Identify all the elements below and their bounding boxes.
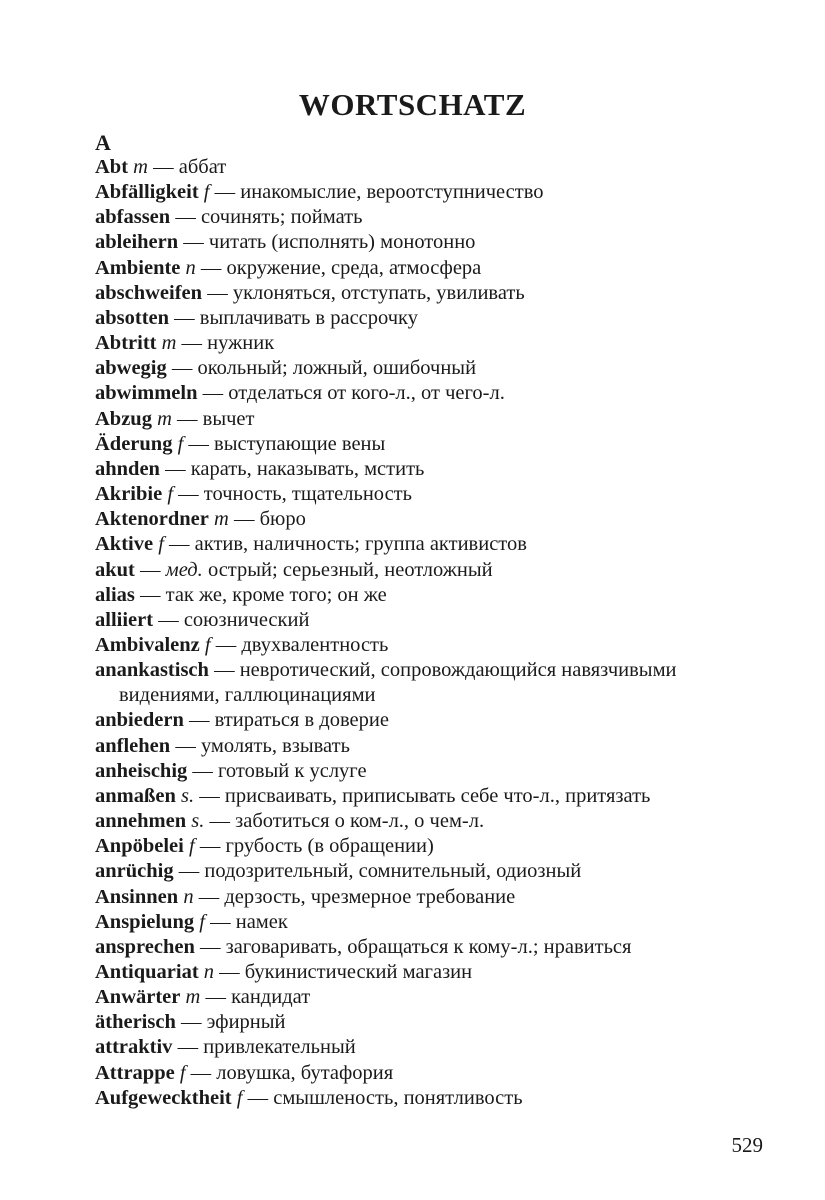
entry-separator: — [200, 986, 232, 1009]
entry-separator: — [204, 910, 236, 933]
entry-separator: — [172, 1036, 204, 1059]
entry-definition: ловушка, бутафория [216, 1061, 394, 1084]
entry-definition: невротический, сопровождающийся навязчивыми видениями, галлюцинациями [119, 659, 677, 707]
entry-grammar-mark: f [177, 432, 184, 455]
entry-separator: — [176, 332, 208, 355]
entry-definition: намек [235, 910, 288, 933]
entry-grammar-mark: n [183, 885, 194, 908]
glossary-entry [95, 205, 775, 230]
glossary-entry [95, 256, 775, 281]
entry-grammar-mark: m [185, 986, 201, 1009]
glossary-entry [95, 381, 775, 406]
section-letter: A [95, 130, 111, 155]
glossary-entry [95, 910, 775, 935]
entry-grammar-mark: m [161, 332, 177, 355]
glossary-entry [95, 834, 775, 859]
entry-headword: alliiert [95, 608, 154, 631]
entry-separator: — [153, 608, 184, 631]
entry-definition: двухвалентность [241, 633, 389, 656]
entry-definition: так же, кроме того; он же [165, 583, 387, 606]
entry-definition: сочинять; поймать [200, 206, 363, 229]
entry-definition: смышленость, понятливость [273, 1086, 523, 1109]
entry-headword: absotten [95, 306, 170, 329]
entry-definition: острый; серьезный, неотложный [207, 558, 493, 581]
entry-headword: anmaßen [95, 784, 176, 807]
entry-definition: заговаривать, обращаться к кому-л.; нравиться [225, 935, 632, 958]
entry-definition: эфирный [206, 1011, 286, 1034]
glossary-entry [95, 407, 775, 432]
entry-definition: уклоняться, отступать, увиливать [232, 281, 525, 304]
entry-separator: — [159, 457, 191, 480]
entry-headword: alias [95, 583, 135, 606]
entry-headword: Abfälligkeit [95, 181, 199, 204]
entry-separator: — [173, 483, 204, 506]
glossary-entry [95, 734, 775, 759]
glossary-entry [95, 809, 775, 834]
entry-headword: abschweifen [95, 281, 203, 304]
entry-separator: — [204, 810, 236, 833]
glossary-entry [95, 1061, 775, 1086]
entry-headword: ansprechen [95, 935, 195, 958]
entry-headword: anrüchig [95, 860, 174, 883]
entry-separator: — [242, 1086, 274, 1109]
entry-separator: — [169, 306, 200, 329]
entry-headword: Äderung [95, 432, 173, 455]
entry-separator: — [193, 885, 225, 908]
entry-headword: Aktive [95, 533, 154, 556]
entry-grammar-mark: n [185, 256, 196, 279]
glossary-entry [95, 230, 775, 255]
entry-separator: — [166, 357, 198, 380]
glossary-entry [95, 356, 775, 381]
entry-headword: Akribie [95, 483, 163, 506]
entry-headword: abwimmeln [95, 382, 198, 405]
entry-headword: Ambiente [95, 256, 181, 279]
entry-grammar-mark: f [188, 835, 195, 858]
entry-separator: — [183, 432, 215, 455]
page-number: 529 [731, 1133, 763, 1157]
entry-grammar-mark: s. [181, 784, 195, 807]
entry-separator: — [228, 508, 260, 531]
entry-headword: anheischig [95, 759, 188, 782]
entry-definition: кандидат [231, 986, 311, 1009]
entry-separator: — [195, 256, 227, 279]
entry-definition: присваивать, приписывать себе что-л., притязать [224, 784, 651, 807]
glossary-entry [95, 558, 775, 583]
entry-headword: abfassen [95, 206, 171, 229]
entry-separator: — [134, 558, 166, 581]
entry-separator: — [170, 206, 201, 229]
entry-definition: аббат [178, 156, 227, 178]
entry-grammar-mark: m [157, 407, 172, 430]
entry-definition: готовый к услуге [218, 759, 367, 782]
entry-definition: грубость (в обращении) [225, 835, 434, 858]
entry-separator: — [197, 382, 229, 405]
entry-headword: abwegig [95, 357, 167, 380]
glossary-entry [95, 935, 775, 960]
entry-headword: Aktenordner [95, 508, 209, 531]
glossary-entry [95, 482, 775, 507]
glossary-entry [95, 532, 775, 557]
entry-separator: — [214, 961, 245, 983]
entry-headword: ätherisch [95, 1011, 176, 1034]
entry-definition: окружение, среда, атмосфера [226, 256, 482, 279]
entry-definition: заботиться о ком-л., о чем-л. [235, 810, 485, 833]
glossary-entry [95, 633, 775, 658]
glossary-entries [95, 155, 775, 1111]
entry-definition: вычет [202, 407, 255, 430]
glossary-entry [95, 1010, 775, 1035]
entry-definition: отделаться от кого-л., от чего-л. [228, 382, 505, 405]
glossary-entry [95, 306, 775, 331]
entry-separator: — [185, 1061, 217, 1084]
glossary-entry [95, 583, 775, 608]
glossary-entry [95, 885, 775, 910]
glossary-entry [95, 759, 775, 784]
glossary-entry [95, 859, 775, 884]
entry-headword: Aufgewecktheit [95, 1086, 232, 1109]
entry-separator: — [187, 759, 219, 782]
entry-separator: — [163, 533, 195, 556]
entry-headword: Abt [95, 156, 129, 178]
entry-headword: Attrappe [95, 1061, 175, 1084]
entry-separator: — [147, 156, 179, 178]
entry-definition: нужник [207, 332, 275, 355]
entry-definition: привлекательный [203, 1036, 356, 1059]
glossary-entry [95, 507, 775, 532]
glossary-entry [95, 155, 775, 180]
entry-separator: — [170, 734, 201, 757]
entry-headword: Antiquariat [95, 961, 199, 983]
entry-grammar-mark: n [203, 961, 215, 983]
entry-headword: Abtritt [95, 332, 157, 355]
entry-grammar-mark: f [158, 533, 164, 556]
entry-separator: — [194, 835, 226, 858]
entry-separator: — [210, 633, 242, 656]
entry-definition: выплачивать в рассрочку [199, 306, 418, 329]
glossary-entry [95, 960, 775, 985]
entry-definition: дерзость, чрезмерное требование [224, 885, 516, 908]
entry-grammar-mark: f [199, 910, 205, 933]
glossary-entry [95, 1035, 775, 1060]
entry-definition: инакомыслие, вероотступничество [240, 181, 544, 204]
glossary-entry [95, 281, 775, 306]
entry-definition: окольный; ложный, ошибочный [197, 357, 477, 380]
entry-headword: anflehen [95, 734, 171, 757]
entry-headword: anankastisch [95, 659, 209, 682]
entry-grammar-mark: s. [191, 810, 205, 833]
entry-definition: выступающие вены [214, 432, 386, 455]
entry-separator: — [178, 231, 209, 254]
entry-headword: attraktiv [95, 1036, 173, 1059]
entry-definition: союзнический [183, 608, 310, 631]
entry-headword: Anpöbelei [95, 835, 184, 858]
entry-headword: akut [95, 558, 135, 581]
entry-separator: — [175, 1011, 207, 1034]
entry-headword: anbiedern [95, 709, 184, 732]
entry-definition: втираться в доверие [214, 709, 389, 732]
entry-definition: букинистический магазин [244, 961, 473, 983]
entry-definition: точность, тщательность [203, 483, 412, 506]
entry-headword: Ambivalenz [95, 633, 200, 656]
entry-usage-label: мед. [165, 558, 203, 581]
entry-headword: Ansinnen [95, 885, 179, 908]
entry-separator: — [208, 659, 240, 682]
entry-separator: — [209, 181, 241, 204]
glossary-entry [95, 708, 775, 733]
glossary-entry [95, 784, 775, 809]
glossary-entry [95, 432, 775, 457]
entry-definition: актив, наличность; группа активистов [194, 533, 527, 556]
entry-headword: annehmen [95, 810, 187, 833]
entry-grammar-mark: m [133, 156, 148, 178]
entry-definition: подозрительный, сомнительный, одиозный [204, 860, 582, 883]
glossary-entry [95, 180, 775, 205]
entry-headword: Anwärter [95, 986, 181, 1009]
entry-separator: — [194, 784, 225, 807]
entry-separator: — [202, 281, 233, 304]
entry-separator: — [173, 860, 205, 883]
glossary-entry [95, 1086, 775, 1111]
glossary-entry [95, 608, 775, 633]
entry-definition: бюро [259, 508, 306, 531]
glossary-entry [95, 457, 775, 482]
entry-grammar-mark: f [167, 483, 174, 506]
glossary-entry [95, 985, 775, 1010]
entry-definition: читать (исполнять) монотонно [208, 231, 476, 254]
entry-grammar-mark: f [236, 1086, 243, 1109]
glossary-entry [95, 658, 775, 708]
entry-separator: — [183, 709, 215, 732]
glossary-entry [95, 331, 775, 356]
entry-separator: — [134, 583, 166, 606]
entry-headword: ahnden [95, 457, 160, 480]
entry-grammar-mark: f [204, 633, 211, 656]
entry-headword: Abzug [95, 407, 152, 430]
entry-definition: карать, наказывать, мстить [190, 457, 425, 480]
entry-definition: умолять, взывать [200, 734, 350, 757]
entry-grammar-mark: m [214, 508, 229, 531]
entry-separator: — [171, 407, 203, 430]
entry-separator: — [194, 935, 226, 958]
page-title: WORTSCHATZ [298, 86, 527, 122]
entry-grammar-mark: f [179, 1061, 186, 1084]
entry-grammar-mark: f [203, 181, 210, 204]
entry-headword: ableihern [95, 231, 179, 254]
entry-headword: Anspielung [95, 910, 195, 933]
